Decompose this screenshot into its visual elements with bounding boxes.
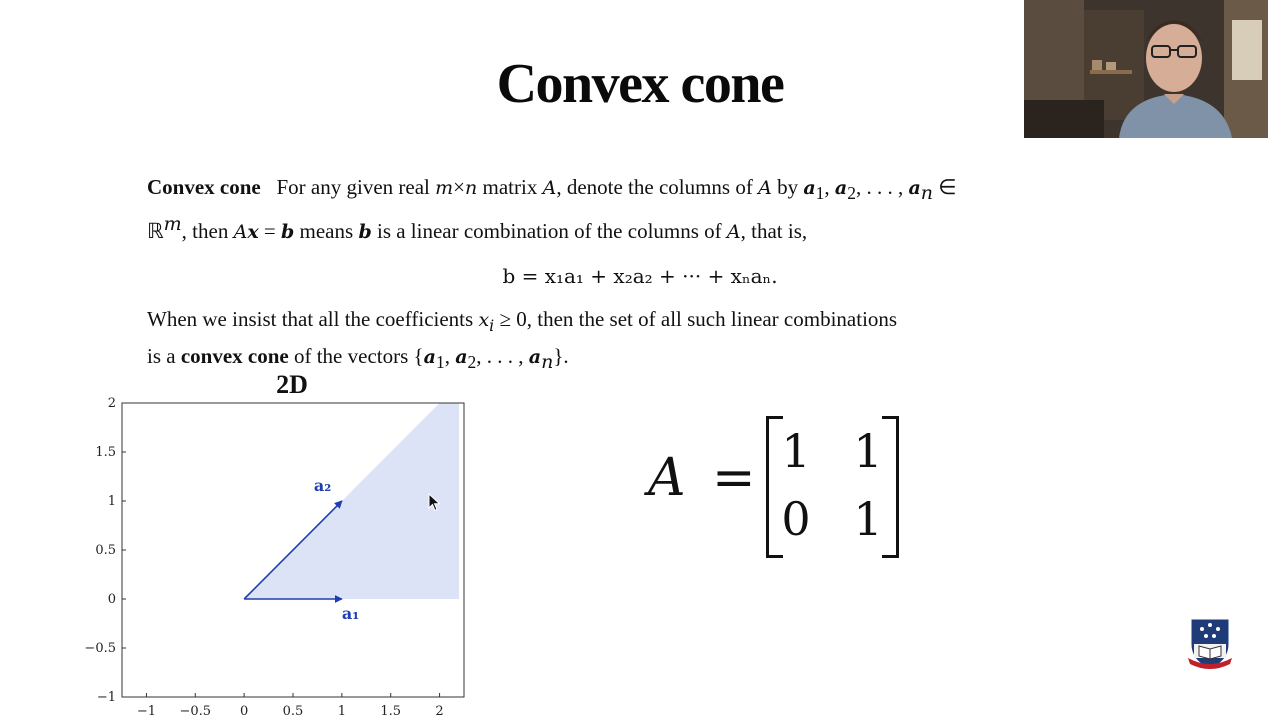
matrix-cell: 1 — [781, 424, 811, 478]
definition-paragraph: Convex cone For any given real m×n matrix A, denote the columns of A by $a_1$, $a_2$, . . . , $a_n$ ∈ ℝ$^m$, then Ax = b means b is a linear combination of the columns of A, that is, — [147, 175, 957, 244]
linear-combination-equation: b = x₁a₁ + x₂a₂ + ··· + xₙaₙ. — [502, 264, 778, 288]
cone-text: of the vectors — [293, 343, 409, 368]
university-crest-icon — [1186, 618, 1234, 674]
cone-plot-svg — [72, 395, 482, 720]
plot-title: 2D — [276, 370, 308, 399]
presenter-webcam — [1024, 0, 1268, 138]
matrix-cell: 0 — [781, 492, 811, 546]
y-tick-label: 0 — [107, 592, 116, 607]
y-tick-label: 1 — [107, 494, 116, 509]
matrix-equation — [648, 408, 918, 558]
definition-text: matrix — [482, 175, 538, 199]
x-tick-label: −1 — [136, 704, 157, 719]
x-tick-label: 0.5 — [282, 704, 304, 719]
slide-title: Convex cone — [496, 53, 784, 115]
presenter-video-frame — [1024, 0, 1268, 138]
cone-text: , then the set of all such linear combinations — [526, 307, 898, 331]
matrix-cell: 1 — [853, 424, 883, 478]
definition-text: , denote the columns of — [556, 175, 753, 199]
y-tick-label: −1 — [96, 690, 116, 705]
x-tick-label: −0.5 — [179, 704, 212, 719]
x-tick-label: 2 — [435, 704, 444, 719]
cone-region — [244, 403, 459, 599]
mouse-cursor-icon — [428, 493, 442, 517]
y-tick-label: 0.5 — [95, 543, 116, 558]
y-tick-label: 2 — [107, 396, 116, 411]
convex-cone-term: convex cone — [180, 343, 289, 368]
cone-text: When we insist that all the coefficients — [147, 307, 474, 331]
matrix-name: A — [648, 448, 686, 508]
definition-text: means — [299, 219, 354, 244]
vector-label-a2: a₂ — [313, 476, 332, 495]
y-tick-label: −0.5 — [84, 641, 116, 656]
matrix-cell: 1 — [853, 492, 883, 546]
x-tick-label: 1 — [337, 704, 346, 719]
definition-text: For any given real — [276, 175, 430, 199]
vector-label-a1: a₁ — [341, 604, 360, 623]
cone-plot — [72, 395, 482, 724]
matrix-equals: = — [712, 448, 756, 508]
x-tick-label: 1.5 — [380, 704, 402, 719]
definition-text: is a linear combination of the columns of — [376, 219, 722, 244]
y-tick-label: 1.5 — [95, 445, 116, 460]
definition-heading: Convex cone — [147, 175, 261, 199]
x-tick-label: 0 — [240, 704, 249, 719]
cone-paragraph: When we insist that all the coefficients $x_i \ge 0$, then the set of all such linear combinations is a convex cone of the vectors {$a_1$, $a_2$, . . . , $a_n$}. — [147, 307, 898, 373]
definition-text: , then — [181, 219, 229, 244]
definition-text: , that is, — [740, 219, 808, 244]
cone-text: is a — [147, 343, 176, 368]
definition-text: by — [777, 175, 799, 199]
